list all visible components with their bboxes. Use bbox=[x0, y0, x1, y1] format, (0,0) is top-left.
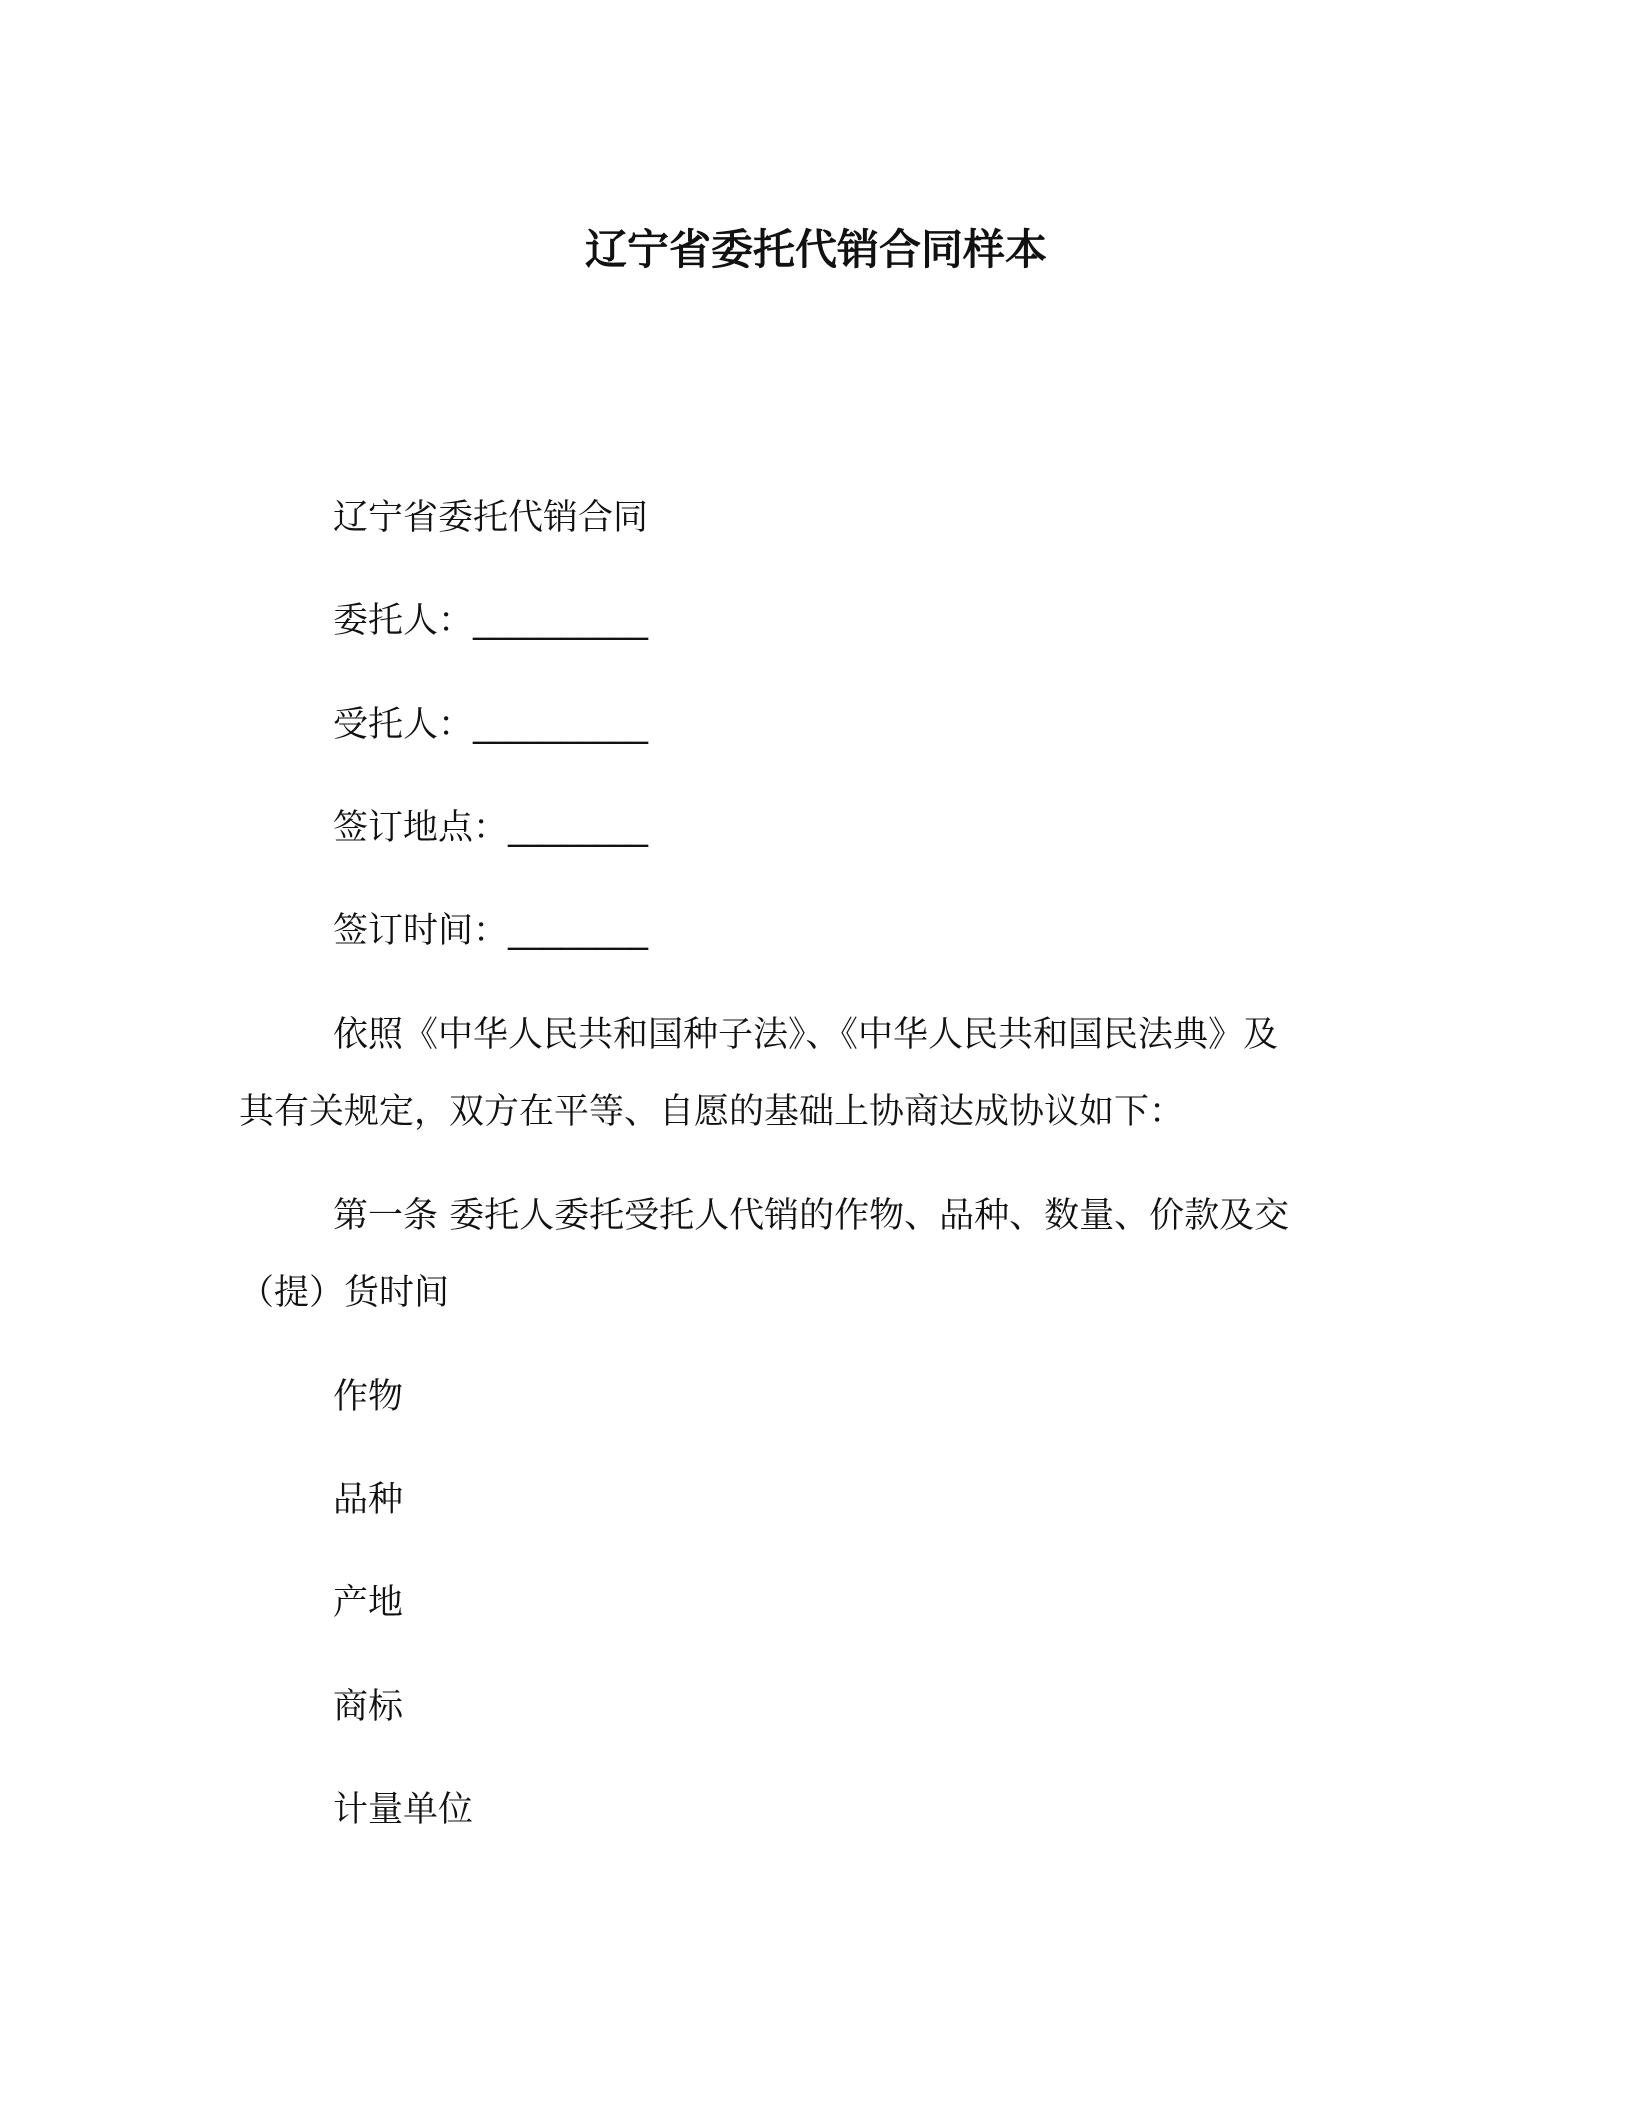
contract-heading: 辽宁省委托代销合同 bbox=[333, 498, 649, 538]
field-label: 签订地点： bbox=[333, 808, 509, 848]
field-blank: ________ bbox=[508, 808, 649, 848]
field-agent bbox=[333, 702, 648, 748]
item-trademark: 商标 bbox=[333, 1687, 404, 1727]
field-signing-time bbox=[333, 908, 648, 954]
item-origin: 产地 bbox=[333, 1583, 404, 1623]
preamble-line-2: 其有关规定，双方在平等、自愿的基础上协商达成协议如下： bbox=[239, 1092, 1185, 1132]
item-crop: 作物 bbox=[333, 1377, 404, 1417]
article-1-line-1: 第一条 委托人委托受托人代销的作物、品种、数量、价款及交 bbox=[333, 1196, 1290, 1236]
field-signing-place bbox=[333, 805, 648, 851]
field-label: 委托人： bbox=[333, 601, 474, 641]
field-label: 受托人： bbox=[333, 705, 474, 745]
field-label: 签订时间： bbox=[333, 911, 509, 951]
preamble-line-1: 依照《中华人民共和国种子法》、《中华人民共和国民法典》及 bbox=[333, 1015, 1279, 1055]
field-blank: __________ bbox=[473, 601, 649, 641]
document-title: 辽宁省委托代销合同样本 bbox=[584, 225, 1047, 274]
field-blank: __________ bbox=[473, 705, 649, 745]
article-1-line-2: （提）货时间 bbox=[239, 1273, 450, 1313]
field-principal bbox=[333, 598, 648, 644]
item-variety: 品种 bbox=[333, 1480, 404, 1520]
item-unit: 计量单位 bbox=[333, 1790, 474, 1830]
field-blank: ________ bbox=[508, 911, 649, 951]
